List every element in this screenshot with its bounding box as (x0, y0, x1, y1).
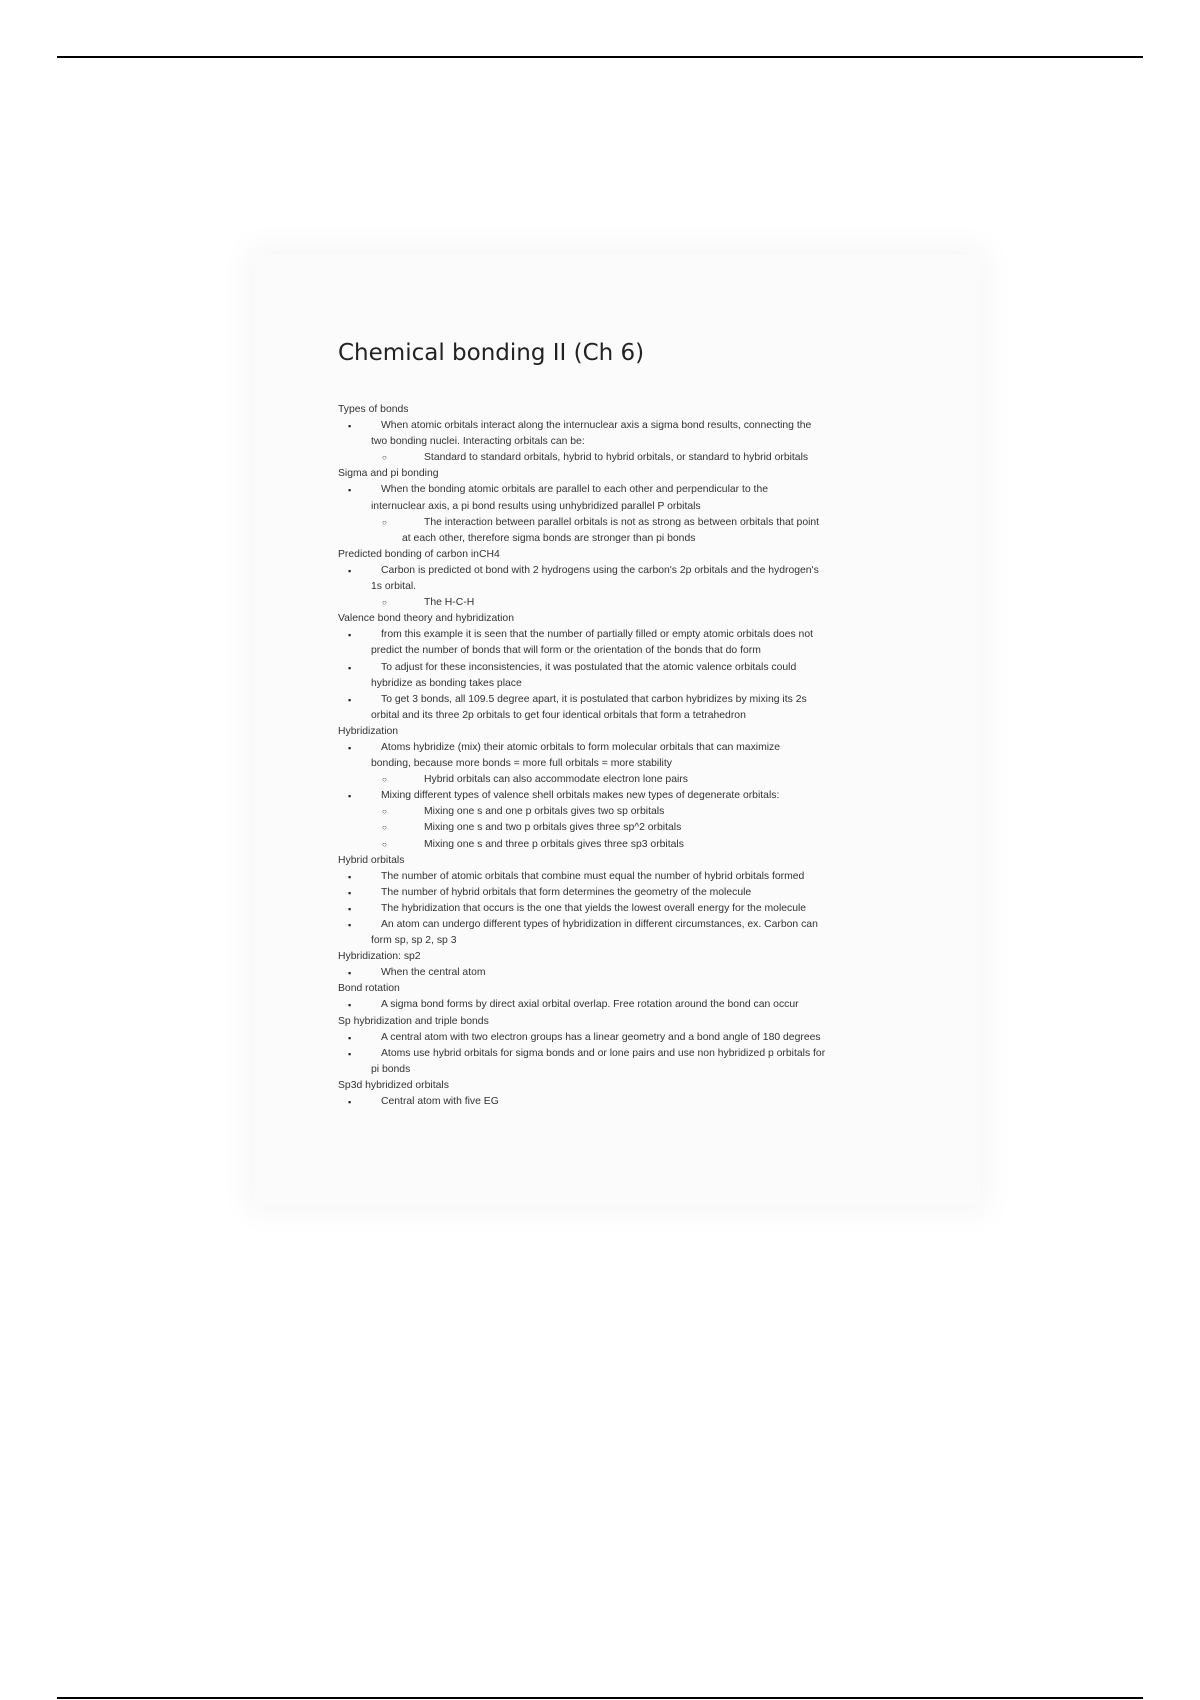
list-item: ▪ When the central atom (338, 965, 898, 981)
section-heading: Sp3d hybridized orbitals (338, 1079, 449, 1091)
list-item: ▪ from this example it is seen that the number of partially filled or empty atomic orbitals does not (338, 627, 898, 643)
sub-list-item-continuation: at each other, therefore sigma bonds are stronger than pi bonds (402, 532, 696, 544)
circle-bullet-icon: ○ (382, 598, 387, 608)
square-bullet-icon: ▪ (348, 662, 352, 673)
document-title: Chemical bonding II (Ch 6) (338, 340, 645, 366)
square-bullet-icon: ▪ (348, 1000, 352, 1011)
list-item-continuation: bonding, because more bonds = more full orbitals = more stability (371, 758, 672, 770)
square-bullet-icon: ▪ (348, 565, 352, 576)
document-body (338, 402, 898, 1110)
list-item-continuation: predict the number of bonds that will form or the orientation of the bonds that do form (371, 645, 761, 657)
square-bullet-icon: ▪ (348, 903, 352, 914)
square-bullet-icon: ▪ (348, 1097, 352, 1108)
list-item: ▪ Mixing different types of valence shell orbitals makes new types of degenerate orbitals: (338, 788, 898, 804)
list-item: ▪ The number of hybrid orbitals that form determines the geometry of the molecule (338, 885, 898, 901)
footer-rule (57, 1697, 1143, 1699)
square-bullet-icon: ▪ (348, 630, 352, 641)
list-item: ▪ To get 3 bonds, all 109.5 degree apart, it is postulated that carbon hybridizes by mixing its 2s (338, 692, 898, 708)
list-item: ▪ Carbon is predicted ot bond with 2 hydrogens using the carbon's 2p orbitals and the hydrogen's (338, 563, 898, 579)
section-heading: Hybridization: sp2 (338, 951, 421, 963)
list-item-continuation: 1s orbital. (371, 581, 417, 593)
list-item-continuation: form sp, sp 2, sp 3 (371, 935, 457, 947)
list-item-continuation: two bonding nuclei. Interacting orbitals can be: (371, 436, 585, 448)
section-heading: Sp hybridization and triple bonds (338, 1015, 489, 1027)
list-item-continuation: internuclear axis, a pi bond results using unhybridized parallel P orbitals (371, 500, 701, 512)
list-item-continuation: orbital and its three 2p orbitals to get four identical orbitals that form a tetrahedron (371, 709, 746, 721)
square-bullet-icon: ▪ (348, 871, 352, 882)
circle-bullet-icon: ○ (382, 517, 387, 527)
sub-list-item: ○ Mixing one s and one p orbitals gives two sp orbitals (338, 804, 898, 820)
list-item: ▪ When atomic orbitals interact along the internuclear axis a sigma bond results, connecting the (338, 418, 898, 434)
list-item: ▪ The hybridization that occurs is the one that yields the lowest overall energy for the molecule (338, 901, 898, 917)
list-item: ▪ Atoms use hybrid orbitals for sigma bonds and or lone pairs and use non hybridized p orbitals for (338, 1046, 898, 1062)
list-item: ▪ To adjust for these inconsistencies, it was postulated that the atomic valence orbitals could (338, 660, 898, 676)
list-item: ▪ A sigma bond forms by direct axial orbital overlap. Free rotation around the bond can occur (338, 997, 898, 1013)
sub-list-item: ○ Hybrid orbitals can also accommodate electron lone pairs (338, 772, 898, 788)
section-heading: Hybridization (338, 725, 399, 737)
sub-list-item: ○ The H-C-H (338, 595, 898, 611)
sub-list-item: ○ Mixing one s and two p orbitals gives three sp^2 orbitals (338, 820, 898, 836)
header-rule (57, 56, 1143, 58)
section-heading: Sigma and pi bonding (338, 468, 439, 480)
square-bullet-icon: ▪ (348, 968, 352, 979)
square-bullet-icon: ▪ (348, 485, 352, 496)
section-heading: Bond rotation (338, 983, 400, 995)
sub-list-item: ○ Mixing one s and three p orbitals gives three sp3 orbitals (338, 837, 898, 853)
square-bullet-icon: ▪ (348, 694, 352, 705)
circle-bullet-icon: ○ (382, 839, 387, 849)
square-bullet-icon: ▪ (348, 421, 352, 432)
section-heading: Valence bond theory and hybridization (338, 613, 514, 625)
list-item: ▪ An atom can undergo different types of hybridization in different circumstances, ex. Carbon can (338, 917, 898, 933)
list-item: ▪ When the bonding atomic orbitals are parallel to each other and perpendicular to the (338, 482, 898, 498)
list-item-continuation: pi bonds (371, 1063, 411, 1075)
square-bullet-icon: ▪ (348, 920, 352, 930)
section-heading: Types of bonds (338, 404, 409, 415)
square-bullet-icon: ▪ (348, 1032, 352, 1043)
square-bullet-icon: ▪ (348, 887, 352, 898)
section-heading: Predicted bonding of carbon inCH4 (338, 548, 500, 560)
list-item: ▪ Atoms hybridize (mix) their atomic orbitals to form molecular orbitals that can maximize (338, 740, 898, 756)
square-bullet-icon: ▪ (348, 1048, 352, 1059)
list-item: ▪ The number of atomic orbitals that combine must equal the number of hybrid orbitals formed (338, 869, 898, 885)
list-item: ▪ Central atom with five EG (338, 1094, 898, 1110)
sub-list-item: ○ Standard to standard orbitals, hybrid to hybrid orbitals, or standard to hybrid orbitals (338, 450, 898, 466)
circle-bullet-icon: ○ (382, 775, 387, 785)
square-bullet-icon: ▪ (348, 742, 352, 753)
square-bullet-icon: ▪ (348, 791, 352, 802)
circle-bullet-icon: ○ (382, 807, 387, 817)
section-heading: Hybrid orbitals (338, 854, 405, 866)
circle-bullet-icon: ○ (382, 453, 387, 463)
list-item-continuation: hybridize as bonding takes place (371, 677, 522, 689)
list-item: ▪ A central atom with two electron groups has a linear geometry and a bond angle of 180 degrees (338, 1030, 898, 1046)
sub-list-item: ○ The interaction between parallel orbitals is not as strong as between orbitals that point (338, 515, 898, 531)
circle-bullet-icon: ○ (382, 823, 387, 833)
